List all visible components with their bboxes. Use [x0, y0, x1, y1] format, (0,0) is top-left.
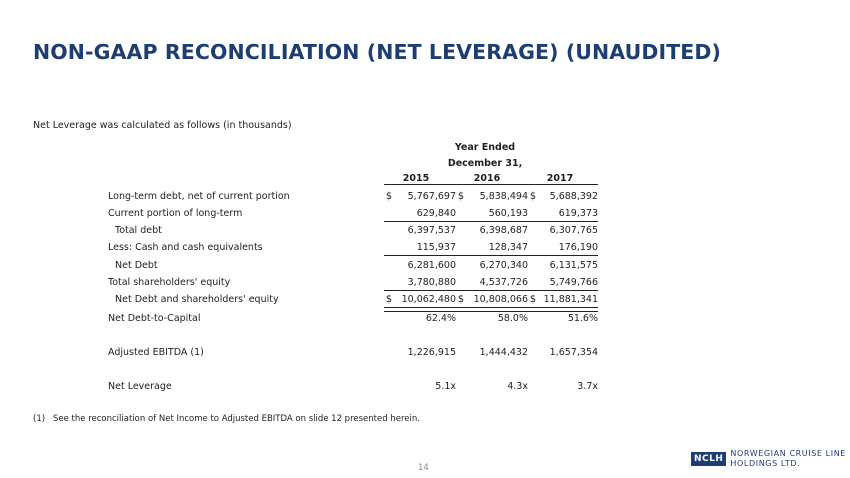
- table-row: [0, 225, 850, 241]
- dollar-sign: $: [458, 294, 465, 305]
- footnote: [33, 414, 420, 424]
- row-label: Net Debt-to-Capital: [108, 313, 201, 324]
- logo-line-2: HOLDINGS LTD.: [730, 459, 801, 468]
- value-2016: 4.3x: [507, 381, 528, 392]
- value-2017: 11,881,341: [543, 294, 598, 305]
- value-2017: 176,190: [558, 242, 598, 253]
- page-number: 14: [418, 463, 429, 473]
- value-2017: 51.6%: [567, 313, 598, 324]
- value-2017: 5,688,392: [549, 191, 598, 202]
- header-underline: [384, 184, 598, 185]
- value-2015: 10,062,480: [401, 294, 456, 305]
- value-2017: 5,749,766: [549, 277, 598, 288]
- row-label: Adjusted EBITDA (1): [108, 347, 204, 358]
- table-row: [0, 381, 850, 397]
- table-row: [0, 347, 850, 363]
- value-2015: 62.4%: [425, 313, 456, 324]
- row-label: Net Debt and shareholders' equity: [115, 294, 279, 305]
- dollar-sign: $: [530, 191, 537, 202]
- total-double-rule: [384, 307, 598, 312]
- value-2016: 10,808,066: [473, 294, 528, 305]
- header-year-ended: Year Ended: [454, 142, 516, 153]
- row-label: Net Leverage: [108, 381, 172, 392]
- company-logo: [691, 449, 846, 469]
- year-2017: 2017: [546, 173, 574, 184]
- row-label: Less: Cash and cash equivalents: [108, 242, 263, 253]
- value-2016: 58.0%: [497, 313, 528, 324]
- value-2016: 6,398,687: [479, 225, 528, 236]
- value-2017: 3.7x: [577, 381, 598, 392]
- row-label: Current portion of long-term: [108, 208, 243, 219]
- value-2016: 6,270,340: [479, 260, 528, 271]
- table-row: [0, 313, 850, 329]
- value-2015: 6,397,537: [407, 225, 456, 236]
- year-2015: 2015: [402, 173, 430, 184]
- dollar-sign: $: [386, 294, 393, 305]
- subtotal-rule: [384, 255, 598, 256]
- value-2015: 5,767,697: [407, 191, 456, 202]
- value-2017: 6,307,765: [549, 225, 598, 236]
- value-2016: 560,193: [488, 208, 528, 219]
- logo-wordmark: [730, 449, 846, 469]
- dollar-sign: $: [458, 191, 465, 202]
- value-2015: 6,281,600: [407, 260, 456, 271]
- value-2015: 115,937: [416, 242, 456, 253]
- value-2015: 5.1x: [435, 381, 456, 392]
- dollar-sign: $: [386, 191, 393, 202]
- dollar-sign: $: [530, 294, 537, 305]
- value-2015: 3,780,880: [407, 277, 456, 288]
- value-2017: 6,131,575: [549, 260, 598, 271]
- intro-text: Net Leverage was calculated as follows (in thousands): [33, 120, 292, 131]
- page-title: NON-GAAP RECONCILIATION (NET LEVERAGE) (UNAUDITED): [33, 40, 721, 64]
- table-row: [0, 260, 850, 276]
- value-2016: 5,838,494: [479, 191, 528, 202]
- logo-badge: NCLH: [691, 452, 726, 466]
- footnote-text: See the reconciliation of Net Income to Adjusted EBITDA on slide 12 presented herein.: [53, 414, 420, 424]
- table-row: [0, 191, 850, 207]
- subtotal-rule: [384, 221, 598, 222]
- value-2017: 619,373: [558, 208, 598, 219]
- row-label: Net Debt: [115, 260, 158, 271]
- subtotal-rule: [384, 290, 598, 291]
- value-2016: 1,444,432: [479, 347, 528, 358]
- header-period: December 31,: [447, 158, 523, 169]
- value-2016: 128,347: [488, 242, 528, 253]
- year-2016: 2016: [473, 173, 501, 184]
- footnote-mark: (1): [33, 414, 46, 424]
- value-2015: 1,226,915: [407, 347, 456, 358]
- row-label: Long-term debt, net of current portion: [108, 191, 290, 202]
- value-2016: 4,537,726: [479, 277, 528, 288]
- row-label: Total debt: [115, 225, 162, 236]
- value-2015: 629,840: [416, 208, 456, 219]
- row-label: Total shareholders' equity: [108, 277, 231, 288]
- logo-line-1: NORWEGIAN CRUISE LINE: [730, 449, 846, 458]
- value-2017: 1,657,354: [549, 347, 598, 358]
